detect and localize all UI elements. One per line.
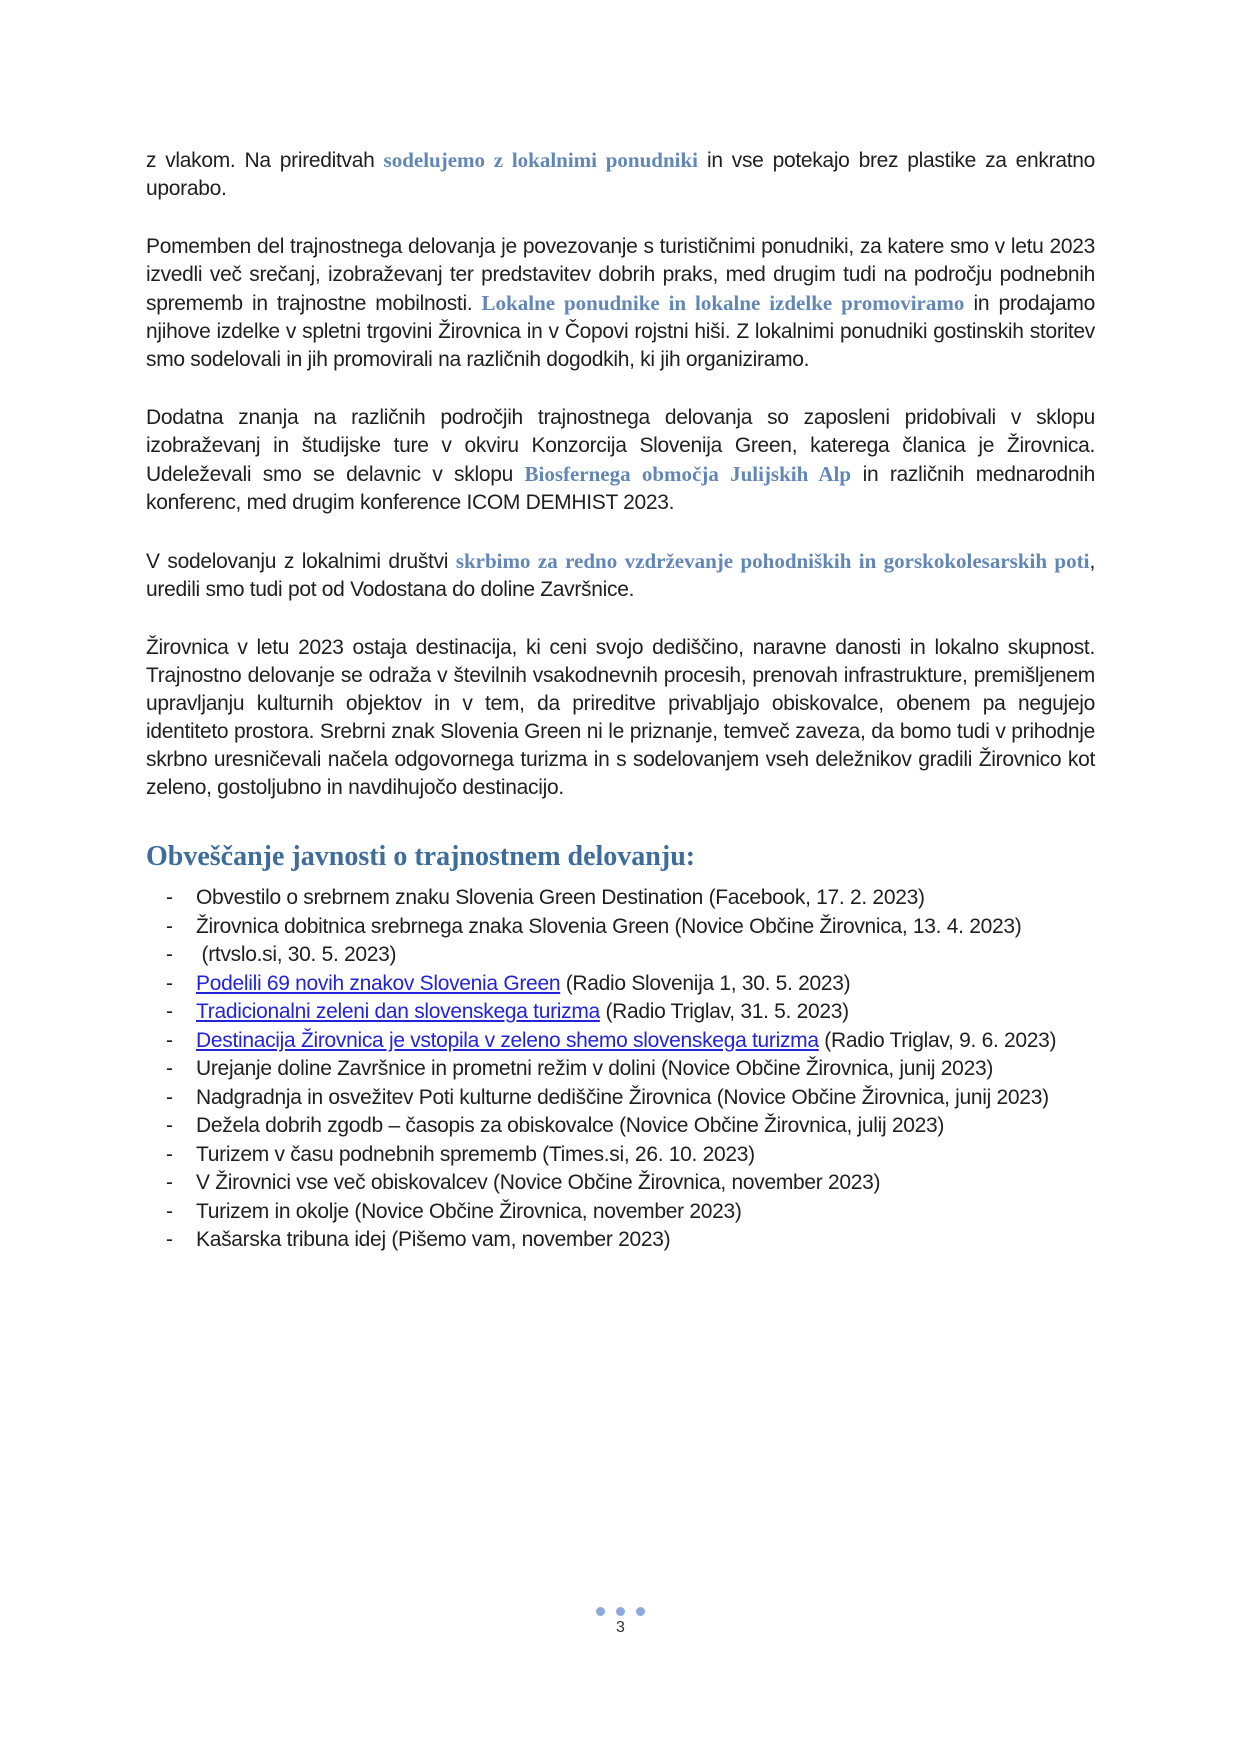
list-bullet: - xyxy=(166,943,173,966)
list-item xyxy=(146,913,1095,942)
list-bullet: - xyxy=(166,1057,173,1080)
list-item-text xyxy=(196,1029,1056,1052)
body-text: (Radio Triglav, 9. 6. 2023) xyxy=(818,1028,1057,1052)
list-item-text xyxy=(196,1086,1049,1109)
list-bullet: - xyxy=(166,1114,173,1137)
page-content xyxy=(146,146,1095,1255)
list-bullet: - xyxy=(166,1228,173,1251)
list-bullet: - xyxy=(166,886,173,909)
paragraph xyxy=(146,233,1095,374)
paragraph xyxy=(146,146,1095,203)
footer-dot xyxy=(596,1607,605,1616)
list-item-text xyxy=(196,1200,742,1223)
paragraph xyxy=(146,404,1095,517)
body-text: Obvestilo o srebrnem znaku Slovenia Green Destination (Facebook, 17. 2. 2023) xyxy=(196,886,925,909)
list-bullet: - xyxy=(166,1000,173,1023)
footer-dot xyxy=(616,1607,625,1616)
body-text: in vse potekajo brez plastike za enkratno uporabo. xyxy=(146,149,1095,200)
news-link[interactable]: Destinacija Žirovnica je vstopila v zeleno shemo slovenskega turizma xyxy=(196,1028,819,1052)
list-item-text xyxy=(196,943,396,966)
list-item xyxy=(146,970,1095,999)
list-item-text xyxy=(196,1171,880,1194)
list-item-text xyxy=(196,1228,670,1251)
news-link[interactable]: Tradicionalni zeleni dan slovenskega turizma xyxy=(196,1000,600,1023)
list-item xyxy=(146,884,1095,913)
list-item-text xyxy=(196,1114,944,1137)
body-text: Pomemben del trajnostnega delovanja je povezovanje s turističnimi ponudniki, za katere smo v letu 2023 izvedli več srečanj, izobraževanj ter predstavitev dobrih praks, med drugim tudi na področju podnebnih sprememb in trajnostne mobilnosti. xyxy=(146,235,1095,315)
body-text: (Radio Triglav, 31. 5. 2023) xyxy=(599,1000,849,1023)
list-item xyxy=(146,1169,1095,1198)
paragraphs-section xyxy=(146,146,1095,802)
body-text: in različnih mednarodnih konferenc, med drugim konference ICOM DEMHIST 2023. xyxy=(146,463,1095,514)
body-text: z vlakom. Na prireditvah xyxy=(146,149,384,172)
body-text: Urejanje doline Završnice in prometni režim v dolini (Novice Občine Žirovnica, junij 2023) xyxy=(196,1057,994,1080)
list-item xyxy=(146,1141,1095,1170)
body-text: , uredili smo tudi pot od Vodostana do doline Završnice. xyxy=(146,550,1095,601)
list-item xyxy=(146,1055,1095,1084)
body-text: Turizem v času podnebnih sprememb (Times.si, 26. 10. 2023) xyxy=(196,1142,755,1166)
footer-dot xyxy=(636,1607,645,1616)
list-bullet: - xyxy=(166,971,173,995)
page-footer xyxy=(0,1606,1241,1638)
body-text: Žirovnica dobitnica srebrnega znaka Slovenia Green (Novice Občine Žirovnica, 13. 4. 2023) xyxy=(196,914,1022,938)
body-text: Nadgradnja in osvežitev Poti kulturne dediščine Žirovnica (Novice Občine Žirovnica, junij 2023) xyxy=(196,1085,1049,1109)
body-text: Dodatna znanja na različnih področjih trajnostnega delovanja so zaposleni pridobivali v sklopu izobraževanj in študijske ture v okviru Konzorcija Slovenija Green, katerega članica je Žirovnica. Udeleževali smo se delavnic v sklopu xyxy=(146,406,1095,486)
page-number: 3 xyxy=(616,1619,625,1636)
list-item xyxy=(146,1084,1095,1113)
list-item xyxy=(146,998,1095,1027)
body-text: Žirovnica v letu 2023 ostaja destinacija, ki ceni svojo dediščino, naravne danosti in lokalno skupnost. Trajnostno delovanje se odraža v številnih vsakodnevnih procesih, prenovah infrastrukture, premišljenem upravljanju kulturnih objektov in v tem, da prireditve privabljajo obiskovalce, obenem pa negujejo identiteto prostora. Srebrni znak Slovenia Green ni le priznanje, temveč zaveza, da bomo tudi v prihodnje skrbno uresničevali načela odgovornega turizma in s sodelovanjem vseh deležnikov gradili Žirovnico kot zeleno, gostoljubno in navdihujočo destinacijo. xyxy=(146,636,1095,799)
list-item-text xyxy=(196,1057,993,1080)
list-item-text xyxy=(196,886,925,909)
body-text: (Radio Slovenija 1, 30. 5. 2023) xyxy=(560,971,851,995)
list-item xyxy=(146,1226,1095,1255)
accent-text: skrbimo za redno vzdrževanje pohodniških in gorskokolesarskih poti xyxy=(455,549,1090,573)
body-text: V Žirovnici vse več obiskovalcev (Novice Občine Žirovnica, november 2023) xyxy=(196,1171,881,1194)
list-bullet: - xyxy=(166,1142,173,1166)
paragraph xyxy=(146,547,1095,604)
list-item xyxy=(146,1112,1095,1141)
list-item xyxy=(146,1198,1095,1227)
accent-text: sodelujemo z lokalnimi ponudniki xyxy=(383,148,698,172)
body-text: Dežela dobrih zgodb – časopis za obiskovalce (Novice Občine Žirovnica, julij 2023) xyxy=(196,1114,945,1137)
section-heading: Obveščanje javnosti o trajnostnem delovanju: xyxy=(146,841,696,872)
accent-text: Lokalne ponudnike in lokalne izdelke promoviramo xyxy=(481,291,965,315)
body-text: Kašarska tribuna idej (Pišemo vam, november 2023) xyxy=(196,1228,671,1251)
list-bullet: - xyxy=(166,1199,173,1223)
accent-text: Biosfernega območja Julijskih Alp xyxy=(524,462,852,486)
body-text: (rtvslo.si, 30. 5. 2023) xyxy=(196,943,397,966)
list-bullet: - xyxy=(166,1085,173,1109)
list-bullet: - xyxy=(166,1028,173,1052)
list-item-text xyxy=(196,915,1021,938)
body-text: Turizem in okolje (Novice Občine Žirovnica, november 2023) xyxy=(196,1199,742,1223)
list-item-text xyxy=(196,1143,755,1166)
list-bullet: - xyxy=(166,914,173,938)
list-item xyxy=(146,941,1095,970)
footer-dots-icon xyxy=(0,1606,1241,1616)
list-item xyxy=(146,1027,1095,1056)
body-text: in prodajamo njihove izdelke v spletni trgovini Žirovnica in v Čopovi rojstni hiši. Z lokalnimi ponudniki gostinskih storitev smo sodelovali in jih promovirali na različnih dogodkih, ki jih organiziramo. xyxy=(146,292,1095,371)
list-item-text xyxy=(196,1000,849,1023)
body-text: V sodelovanju z lokalnimi društvi xyxy=(146,550,456,573)
news-link[interactable]: Podelili 69 novih znakov Slovenia Green xyxy=(196,971,561,995)
news-list xyxy=(146,884,1095,1255)
list-bullet: - xyxy=(166,1171,173,1194)
list-item-text xyxy=(196,972,850,995)
paragraph xyxy=(146,634,1095,802)
